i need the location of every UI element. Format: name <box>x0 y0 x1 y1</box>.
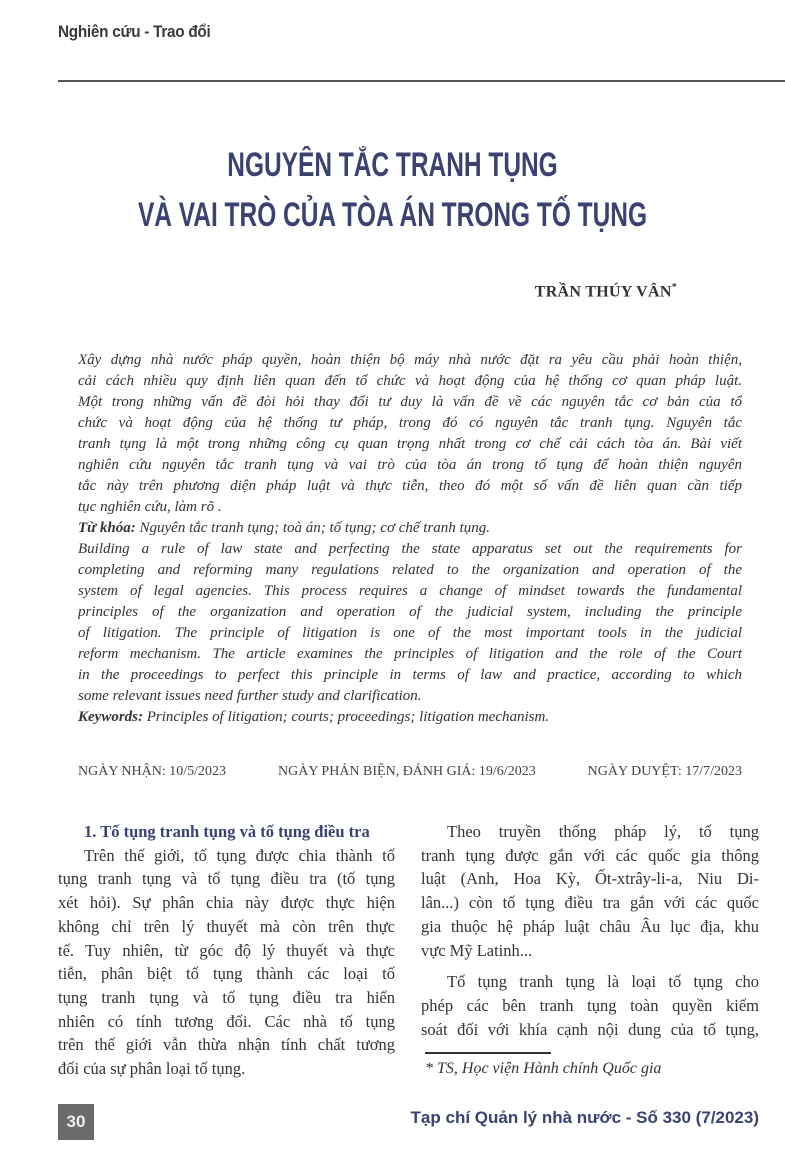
header-rule <box>58 80 785 82</box>
keywords-vietnamese <box>78 518 742 539</box>
body-line: soát đối với khía cạnh nội dung của tố tụng, <box>421 1019 759 1039</box>
body-line: Tố tụng tranh tụng là loại tố tụng cho <box>447 972 759 992</box>
keywords-value: Principles of litigation; courts; proceedings; litigation mechanism. <box>143 709 550 725</box>
body-line: tụng tranh tụng và tố tụng điều tra (tố tụng <box>58 869 395 889</box>
abstract-line: reform mechanism. The article examines the principles of litigation and the role of the Court <box>78 646 742 662</box>
abstract-line: principles of the organization and operation of the judicial system, including the principle <box>78 604 742 620</box>
abstract-line: tắc này trên phương diện pháp luật và thực tiễn, theo đó một số vấn đề liên quan cần tiếp <box>78 478 742 494</box>
keywords-english <box>78 707 742 728</box>
body-line: không chỉ trên lý thuyết mà còn trên thực <box>58 916 395 936</box>
left-column <box>58 820 395 1081</box>
abstract-vietnamese <box>78 350 742 518</box>
author-footnote-mark: * <box>671 282 677 293</box>
title-line: NGUYÊN TẮC TRANH TỤNG <box>227 146 558 184</box>
abstract-line: of litigation. The principle of litigation is one of the most important tools in the judicial <box>78 625 742 641</box>
keywords-label: Keywords: <box>78 709 143 725</box>
body-line: tranh tụng được gắn với các quốc gia thông <box>421 845 759 865</box>
keywords-value: Nguyên tắc tranh tụng; toà án; tố tụng; cơ chế tranh tụng. <box>135 520 490 536</box>
body-line: vực Mỹ Latinh... <box>421 940 533 960</box>
abstract-line: nghiên cứu nguyên tắc tranh tụng và vai trò của tòa án trong tố tụng để hoàn thiện nguyên <box>78 457 742 473</box>
journal-title: Tạp chí Quản lý nhà nước - Số 330 (7/2023) <box>410 1108 759 1127</box>
title-line: VÀ VAI TRÒ CỦA TÒA ÁN TRONG TỐ TỤNG <box>137 196 648 234</box>
body-line: tiễn, phân biệt tố tụng thành các loại tố <box>58 964 395 984</box>
abstract-line: some relevant issues need further study and clarification. <box>78 688 422 704</box>
body-line: lân...) còn tố tụng điều tra gắn với các quốc <box>421 893 759 913</box>
body-line: xét hỏi). Sự phân chia này được thực hiện <box>58 893 395 913</box>
section-label: Nghiên cứu - Trao đổi <box>58 22 211 41</box>
abstract <box>78 350 742 728</box>
body-line: luật (Anh, Hoa Kỳ, Ốt-xtrây-li-a, Niu Di- <box>421 869 759 889</box>
body-line: tụng tranh tụng và tố tụng điều tra hiển <box>58 987 395 1007</box>
body-line: đối của sự phân loại tố tụng. <box>58 1059 246 1079</box>
body-line: phép các bên tranh tụng toàn quyền kiểm <box>421 995 759 1015</box>
page-number: 30 <box>58 1104 94 1140</box>
author <box>535 282 677 301</box>
body-line: gia thuộc hệ pháp luật châu Âu lục địa, khu <box>421 916 759 936</box>
right-column <box>421 820 759 1041</box>
body-line: Theo truyền thống pháp lý, tố tụng <box>447 822 759 841</box>
date-approved: NGÀY DUYỆT: 17/7/2023 <box>587 764 742 779</box>
date-received: NGÀY NHẬN: 10/5/2023 <box>78 764 227 779</box>
keywords-label: Từ khóa: <box>78 520 136 536</box>
abstract-line: cải cách nhiều quy định liên quan đến tổ chức và hoạt động của hệ thống cơ quan pháp luật. <box>78 373 742 389</box>
body-line: nhiên có tính tương đối. Các nhà tố tụng <box>58 1011 395 1031</box>
abstract-english <box>78 539 742 707</box>
abstract-line: tục nghiên cứu, làm rõ . <box>78 499 222 515</box>
date-reviewed: NGÀY PHẢN BIỆN, ĐÁNH GIÁ: 19/6/2023 <box>278 764 536 779</box>
section-heading: 1. Tố tụng tranh tụng và tố tụng điều tra <box>84 822 370 841</box>
author-name: TRẦN THÚY VÂN <box>534 283 672 301</box>
body-line: trên thế giới vẫn thừa nhận tính chất tương <box>58 1035 395 1055</box>
abstract-line: completing and reforming many regulations related to the organization and operation of the <box>78 562 742 578</box>
abstract-line: Xây dựng nhà nước pháp quyền, hoàn thiện bộ máy nhà nước đặt ra yêu cầu phải hoàn thiện, <box>78 352 742 368</box>
footnote: * TS, Học viện Hành chính Quốc gia <box>425 1060 662 1077</box>
body-line: tế. Tuy nhiên, từ góc độ lý thuyết và thực <box>58 940 395 960</box>
abstract-line: in the proceedings to perfect this principle in terms of law and practice, according to which <box>78 667 742 683</box>
abstract-line: Building a rule of law state and perfecting the state apparatus set out the requirements for <box>78 541 742 557</box>
dates-row <box>78 764 742 780</box>
article-title <box>0 140 785 240</box>
abstract-line: chức và hoạt động của hệ thống tư pháp, trong đó có nguyên tắc tranh tụng. Nguyên tắc <box>78 415 742 431</box>
footnote-rule <box>425 1052 551 1054</box>
abstract-line: Một trong những vấn đề đòi hỏi thay đổi tư duy là vấn đề về các nguyên tắc cơ bản của tổ <box>78 394 742 410</box>
body-line: Trên thế giới, tố tụng được chia thành tố <box>84 845 395 865</box>
abstract-line: system of legal agencies. This process requires a change of mindset towards the fundamental <box>78 583 742 599</box>
abstract-line: tranh tụng là một trong những công cụ quan trọng nhất trong cơ chế cải cách tòa án. Bài viết <box>78 436 742 452</box>
